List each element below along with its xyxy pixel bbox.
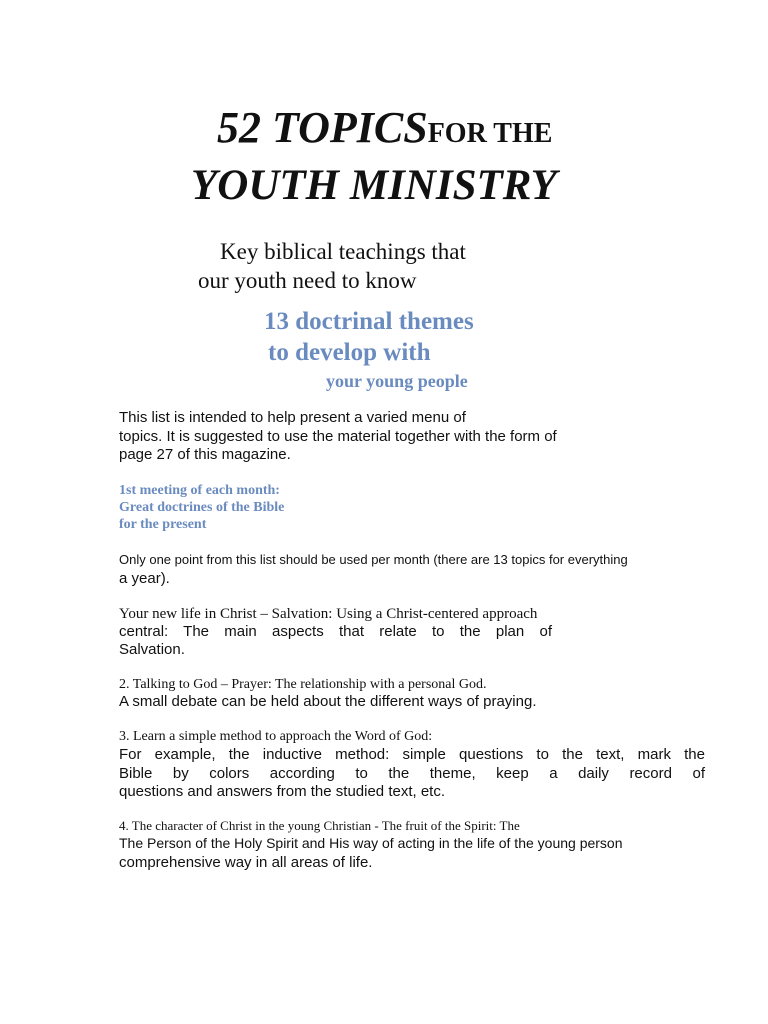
topic-3-line-3: questions and answers from the studied text, etc. [119, 783, 446, 800]
topic-3-line-2: Bible by colors according to the theme, keep a daily record of [119, 765, 705, 782]
meeting-line-1: 1st meeting of each month: [119, 483, 280, 498]
themes-heading-line-2: to develop with [268, 339, 431, 366]
subtitle-line-2: our youth need to know [198, 268, 417, 293]
subtitle-line-1: Key biblical teachings that [220, 239, 466, 264]
meeting-line-3: for the present [119, 517, 207, 532]
title-small-text: FOR THE [427, 118, 553, 149]
topic-1-title: Your new life in Christ – Salvation: Using a Christ-centered approach [119, 606, 538, 622]
topic-3-title: 3. Learn a simple method to approach the Word of God: [119, 729, 433, 744]
topic-4-title: 4. The character of Christ in the young Christian - The fruit of the Spirit: The [119, 818, 520, 833]
intro-line-2: topics. It is suggested to use the material together with the form of [119, 428, 557, 445]
themes-heading-line-1: 13 doctrinal themes [264, 308, 474, 335]
topic-3-line-1: For example, the inductive method: simple questions to the text, mark the [119, 746, 705, 763]
note-line-2: a year). [119, 570, 170, 587]
topic-4-line-2: comprehensive way in all areas of life. [119, 854, 373, 871]
topic-1-line-1: central: The main aspects that relate to the plan of [119, 623, 552, 640]
note-line-1: Only one point from this list should be used per month (there are 13 topics for everything [119, 552, 628, 567]
title-main-text: 52 TOPICS [217, 103, 428, 152]
topic-4-line-1: The Person of the Holy Spirit and His way of acting in the life of the young person [119, 835, 623, 851]
intro-line-1: This list is intended to help present a varied menu of [119, 409, 466, 426]
intro-line-3: page 27 of this magazine. [119, 446, 291, 463]
meeting-line-2: Great doctrines of the Bible [119, 500, 285, 515]
themes-heading-line-3: your young people [326, 371, 468, 391]
topic-1-line-2: Salvation. [119, 641, 185, 658]
title-line-2: YOUTH MINISTRY [191, 162, 557, 209]
topic-2-line-1: A small debate can be held about the different ways of praying. [119, 693, 537, 710]
topic-2-title: 2. Talking to God – Prayer: The relationship with a personal God. [119, 677, 487, 692]
title-line-1 [217, 100, 552, 162]
